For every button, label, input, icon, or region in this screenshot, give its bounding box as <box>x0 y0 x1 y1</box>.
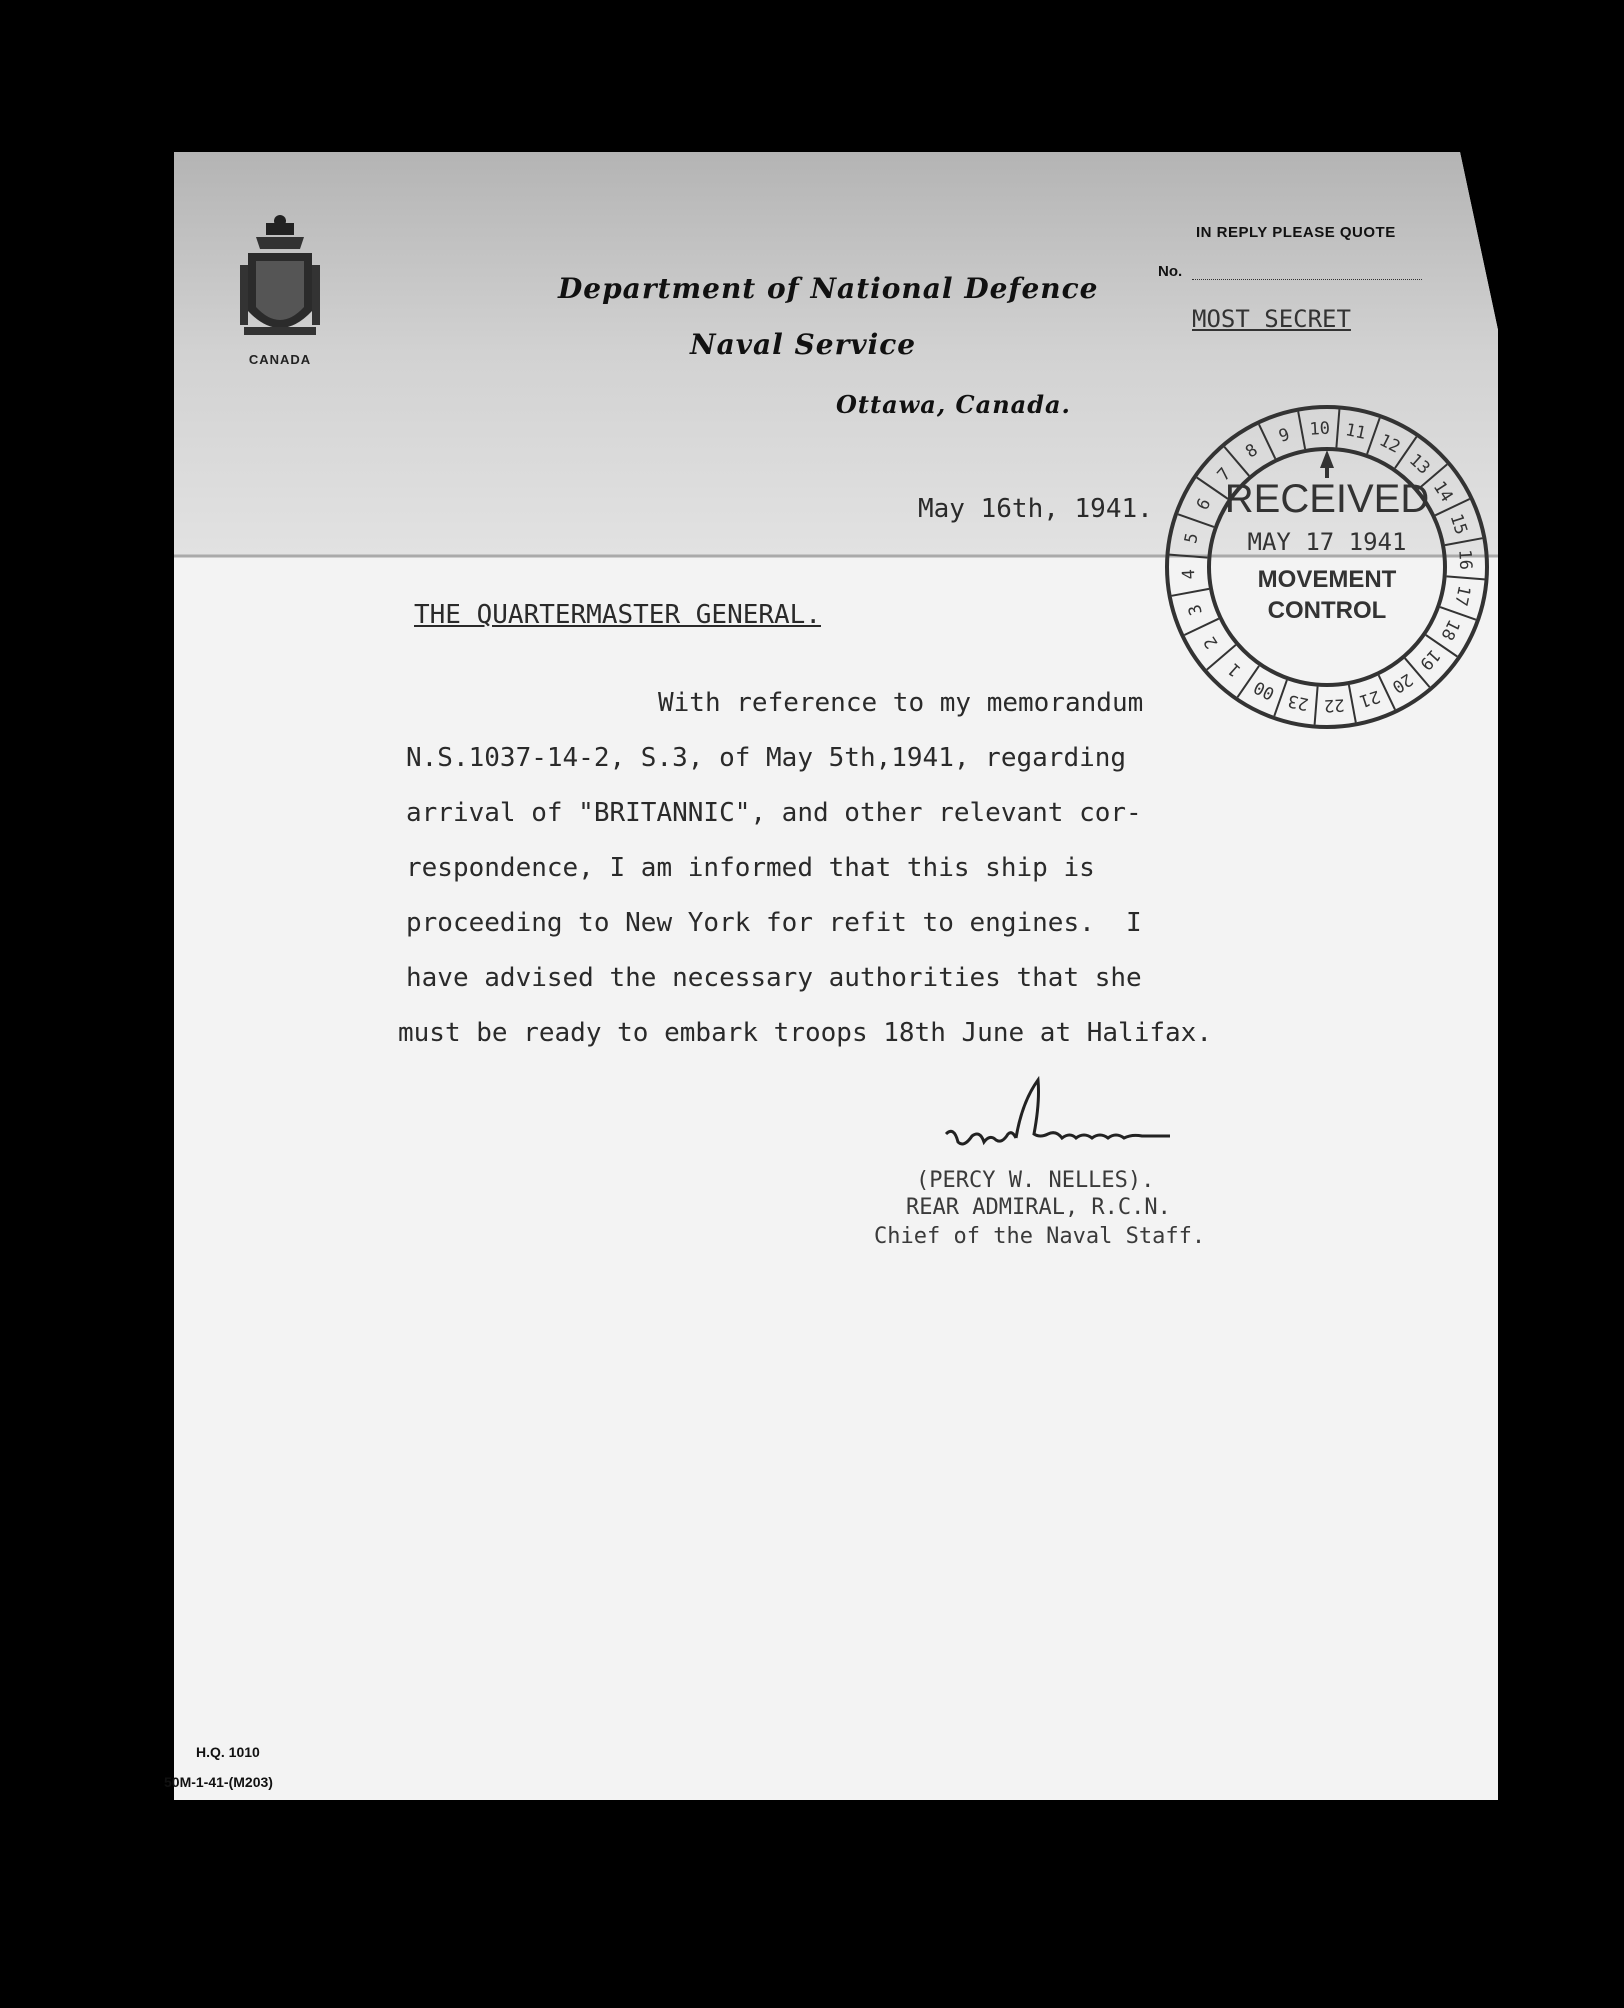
stamp-ring-divider <box>1184 619 1218 635</box>
signatory-title: Chief of the Naval Staff. <box>874 1224 1206 1249</box>
stamp-ring-number: 13 <box>1405 450 1434 479</box>
body-line: must be ready to embark troops 18th June at Halifax. <box>398 1018 1212 1048</box>
stamp-ring-divider <box>1178 514 1214 527</box>
signatory-rank: REAR ADMIRAL, R.C.N. <box>906 1195 1171 1220</box>
stamp-ring-number: 9 <box>1276 424 1293 447</box>
department-heading: Department of National Defence <box>558 272 1099 305</box>
stamp-ring-number: 22 <box>1323 694 1345 716</box>
classification-label: MOST SECRET <box>1192 305 1351 333</box>
stamp-ring-number: 23 <box>1286 690 1311 714</box>
body-line: have advised the necessary authorities that she <box>406 963 1142 993</box>
stamp-ring-number: 12 <box>1375 430 1404 458</box>
signatory-name: (PERCY W. NELLES). <box>916 1168 1155 1193</box>
stamp-ring-number: 2 <box>1200 632 1223 652</box>
stamp-ring-divider <box>1336 410 1339 448</box>
body-line: respondence, I am informed that this ship is <box>406 853 1095 883</box>
stamp-ring-number: 5 <box>1181 531 1203 546</box>
stamp-ring-divider <box>1349 685 1356 722</box>
stamp-ring-divider <box>1447 576 1485 579</box>
stamp-line1: MOVEMENT <box>1257 566 1397 593</box>
addressee: THE QUARTERMASTER GENERAL. <box>414 600 821 630</box>
stamp-ring-number: 14 <box>1428 477 1457 506</box>
reply-notice: IN REPLY PLEASE QUOTE <box>1196 224 1396 241</box>
coat-of-arms-icon <box>236 215 324 370</box>
stamp-ring-number: 8 <box>1242 440 1262 463</box>
stamp-ring-number: 15 <box>1445 511 1471 538</box>
crest-label: CANADA <box>248 352 312 367</box>
letter-date: May 16th, 1941. <box>918 494 1153 524</box>
stamp-received: RECEIVED <box>1224 477 1430 521</box>
body-line: N.S.1037-14-2, S.3, of May 5th,1941, regarding <box>406 743 1127 773</box>
body-line: With reference to my memorandum <box>658 688 1144 718</box>
stamp-ring-number: 17 <box>1450 583 1474 608</box>
received-stamp <box>1162 402 1492 732</box>
stamp-ring-number: 00 <box>1250 676 1279 704</box>
stamp-ring-divider <box>1170 555 1208 558</box>
stamp-ring-divider <box>1259 424 1275 458</box>
stamp-ring-number: 18 <box>1436 615 1464 644</box>
form-number: H.Q. 1010 <box>196 1744 260 1760</box>
stamp-ring-number: 3 <box>1184 601 1207 618</box>
stamp-ring-number: 1 <box>1224 658 1246 681</box>
stamp-ring-number: 19 <box>1415 645 1444 674</box>
location-heading: Ottawa, Canada. <box>836 390 1071 419</box>
stamp-date: MAY 17 1941 <box>1247 528 1407 556</box>
service-heading: Naval Service <box>690 328 917 361</box>
stamp-ring-number: 10 <box>1309 418 1331 440</box>
stamp-ring-divider <box>1172 589 1209 596</box>
reference-number-label: No. <box>1158 263 1183 280</box>
stamp-ring-number: 4 <box>1178 568 1200 580</box>
body-line: arrival of "BRITANNIC", and other relevant cor- <box>406 798 1142 828</box>
handwritten-signature <box>936 1072 1236 1172</box>
stamp-ring-divider <box>1298 412 1305 449</box>
stamp-ring-number: 7 <box>1213 464 1236 486</box>
stamp-ring-divider <box>1445 538 1482 545</box>
stamp-ring-number: 11 <box>1343 420 1368 444</box>
stamp-ring-divider <box>1315 687 1318 725</box>
stamp-ring-number: 16 <box>1454 549 1476 571</box>
stamp-ring-number: 21 <box>1356 685 1383 711</box>
reference-number-line <box>1192 279 1422 280</box>
print-code: 50M-1-41-(M203) <box>164 1774 273 1790</box>
stamp-ring-number: 6 <box>1192 495 1216 514</box>
stamp-line2: CONTROL <box>1267 597 1387 624</box>
body-line: proceeding to New York for refit to engines. I <box>406 908 1142 938</box>
stamp-ring-number: 20 <box>1388 668 1417 697</box>
